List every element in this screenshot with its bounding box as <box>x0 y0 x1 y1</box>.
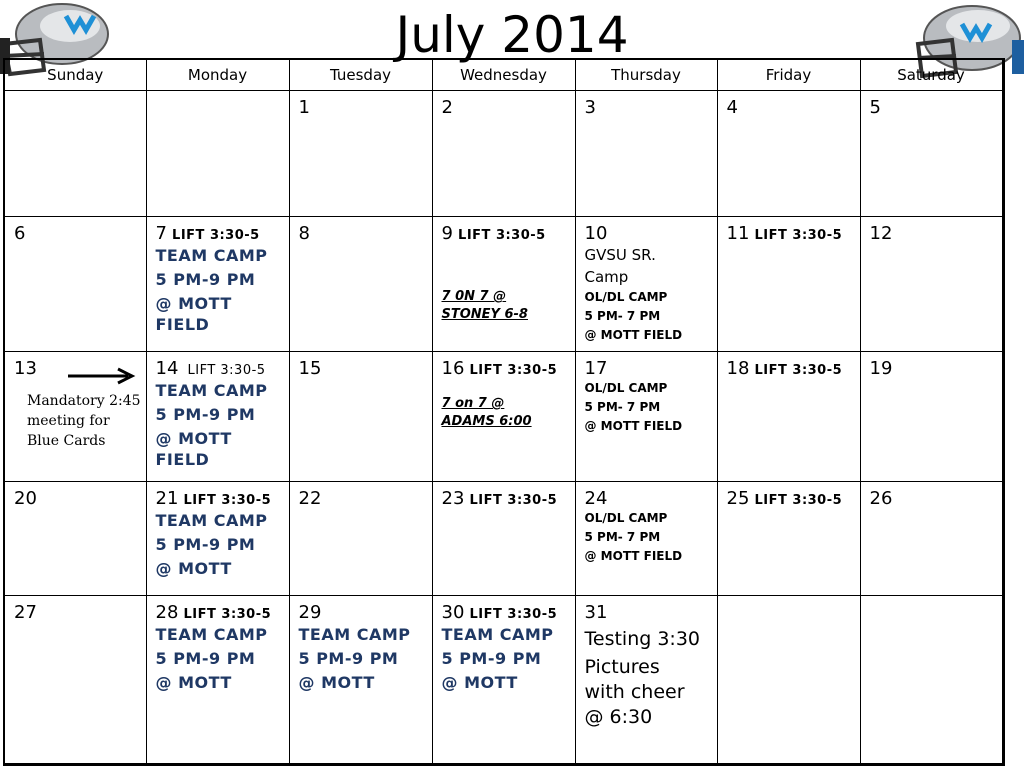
day-cell <box>432 217 575 352</box>
event-line: TEAM CAMP <box>441 625 554 644</box>
day-cell <box>717 482 860 596</box>
day-number: 27 <box>14 602 37 623</box>
day-number: 14 <box>155 358 179 379</box>
event-line: TEAM CAMP <box>155 246 268 265</box>
weekday-header: Sunday <box>4 59 146 91</box>
day-cell <box>432 352 575 482</box>
day-cell <box>146 352 289 482</box>
day-cell <box>717 91 860 217</box>
day-number: 5 <box>869 97 881 118</box>
event-line: 5 PM-9 PM <box>298 649 399 668</box>
event-line: 5 PM-9 PM <box>155 649 256 668</box>
weekday-header: Monday <box>146 59 289 91</box>
event-line: @ MOTT <box>441 673 518 692</box>
day-number: 19 <box>869 358 893 379</box>
event-line: 5 PM-9 PM <box>441 649 542 668</box>
day-cell <box>717 352 860 482</box>
day-cell <box>860 482 1003 596</box>
event-line: 5 PM-9 PM <box>155 535 256 554</box>
day-number: 25 <box>726 488 750 509</box>
lift-event: LIFT 3:30-5 <box>754 493 843 508</box>
calendar-title: July 2014 <box>395 6 629 64</box>
event-line: @ MOTT <box>155 559 232 578</box>
event-line: FIELD <box>155 315 210 334</box>
team-camp-event <box>156 379 281 469</box>
day-number: 13 <box>14 358 37 379</box>
day-number: 15 <box>298 358 322 379</box>
day-number: 16 <box>441 358 465 379</box>
weekday-header: Friday <box>717 59 860 91</box>
day-number: 18 <box>726 358 750 379</box>
seven-on-seven-event: 7 0N 7 @ <box>441 289 507 304</box>
week-row <box>4 217 1003 352</box>
day-number: 6 <box>14 223 26 244</box>
day-cell <box>432 482 575 596</box>
event-line: Pictures <box>584 656 660 678</box>
day-number: 20 <box>14 488 37 509</box>
day-number: 22 <box>298 488 322 509</box>
event-line: with cheer <box>584 681 685 703</box>
seven-on-seven-event: ADAMS 6:00 <box>441 414 532 429</box>
day-number: 12 <box>869 223 893 244</box>
event-line: @ MOTT <box>155 673 232 692</box>
event-line: Camp <box>584 268 629 286</box>
day-cell <box>575 352 717 482</box>
event-line: OL/DL CAMP <box>584 290 668 304</box>
event-line: Testing 3:30 <box>584 628 701 650</box>
day-cell <box>575 91 717 217</box>
day-cell <box>146 596 289 765</box>
day-cell <box>289 482 432 596</box>
event-line: OL/DL CAMP <box>584 511 668 525</box>
day-number: 7 <box>155 223 167 244</box>
lift-event: LIFT 3:30-5 <box>469 493 558 508</box>
lift-event: LIFT 3:30-5 <box>754 363 843 378</box>
day-cell-empty <box>146 91 289 217</box>
day-number: 31 <box>584 602 608 623</box>
day-cell <box>289 352 432 482</box>
day-cell-empty <box>4 91 146 217</box>
day-cell <box>575 596 717 765</box>
event-line: @ MOTT FIELD <box>584 328 683 342</box>
event-line: @ MOTT <box>155 429 232 448</box>
day-number: 24 <box>584 488 608 509</box>
team-camp-event <box>156 509 281 581</box>
event-line: OL/DL CAMP <box>584 381 668 395</box>
calendar-grid <box>3 58 1005 766</box>
day-cell <box>4 217 146 352</box>
weekday-header: Wednesday <box>432 59 575 91</box>
right-arrow-icon <box>66 366 136 386</box>
day-cell <box>289 217 432 352</box>
day-cell-empty <box>717 596 860 765</box>
day-number: 17 <box>584 358 608 379</box>
day-number: 21 <box>155 488 179 509</box>
week-row <box>4 482 1003 596</box>
event-line: FIELD <box>155 450 210 469</box>
week-row <box>4 352 1003 482</box>
weekday-header: Saturday <box>860 59 1003 91</box>
lift-event: LIFT 3:30-5 <box>172 228 260 243</box>
event-line: @ MOTT FIELD <box>584 549 683 563</box>
day-number: 29 <box>298 602 322 623</box>
event-line: GVSU SR. <box>584 246 656 264</box>
day-number: 8 <box>298 223 310 244</box>
event-line: TEAM CAMP <box>155 381 268 400</box>
team-camp-event <box>156 623 281 695</box>
lift-event: LIFT 3:30-5 <box>183 607 272 622</box>
event-line: TEAM CAMP <box>155 625 268 644</box>
event-line: 5 PM-9 PM <box>155 405 256 424</box>
seven-on-seven-event: STONEY 6-8 <box>441 307 528 322</box>
seven-on-seven-event: 7 on 7 @ <box>441 396 505 411</box>
day-number: 30 <box>441 602 465 623</box>
weekday-header-row <box>4 59 1003 91</box>
event-line: @ MOTT <box>155 294 232 313</box>
day-cell <box>717 217 860 352</box>
event-line: 5 PM- 7 PM <box>584 309 661 323</box>
day-number: 11 <box>726 223 750 244</box>
day-cell <box>575 482 717 596</box>
event-line: 5 PM- 7 PM <box>584 530 661 544</box>
event-line: TEAM CAMP <box>155 511 268 530</box>
week-row <box>4 91 1003 217</box>
day-cell <box>575 217 717 352</box>
day-number: 1 <box>298 97 310 118</box>
weekday-header: Thursday <box>575 59 717 91</box>
day-cell <box>146 482 289 596</box>
weekday-header: Tuesday <box>289 59 432 91</box>
blue-cards-meeting-note: Mandatory 2:45 meeting for Blue Cards <box>27 393 141 449</box>
event-line: @ MOTT <box>298 673 375 692</box>
lift-event: LIFT 3:30-5 <box>469 607 558 622</box>
day-cell <box>432 91 575 217</box>
day-cell-empty <box>860 596 1003 765</box>
day-number: 4 <box>726 97 738 118</box>
day-number: 23 <box>441 488 465 509</box>
day-cell <box>432 596 575 765</box>
event-line: @ 6:30 <box>584 706 653 728</box>
lift-event: LIFT 3:30-5 <box>469 363 558 378</box>
day-number: 2 <box>441 97 453 118</box>
day-cell <box>4 482 146 596</box>
team-camp-event <box>299 623 424 695</box>
day-cell <box>860 217 1003 352</box>
week-row <box>4 596 1003 765</box>
day-number: 26 <box>869 488 893 509</box>
lift-event: LIFT 3:30-5 <box>187 363 266 378</box>
day-number: 3 <box>584 97 596 118</box>
day-cell <box>860 91 1003 217</box>
lift-event: LIFT 3:30-5 <box>458 228 546 243</box>
lift-event: LIFT 3:30-5 <box>754 228 843 243</box>
event-line: TEAM CAMP <box>298 625 411 644</box>
team-camp-event <box>442 623 567 695</box>
day-cell <box>860 352 1003 482</box>
event-line: 5 PM-9 PM <box>155 270 256 289</box>
day-cell <box>146 217 289 352</box>
event-line: 5 PM- 7 PM <box>584 400 661 414</box>
day-number: 9 <box>441 223 453 244</box>
day-cell <box>289 91 432 217</box>
day-number: 10 <box>584 223 608 244</box>
day-cell <box>289 596 432 765</box>
team-camp-event <box>156 244 281 334</box>
day-cell <box>4 596 146 765</box>
event-line: @ MOTT FIELD <box>584 419 683 433</box>
day-number: 28 <box>155 602 179 623</box>
lift-event: LIFT 3:30-5 <box>183 493 272 508</box>
